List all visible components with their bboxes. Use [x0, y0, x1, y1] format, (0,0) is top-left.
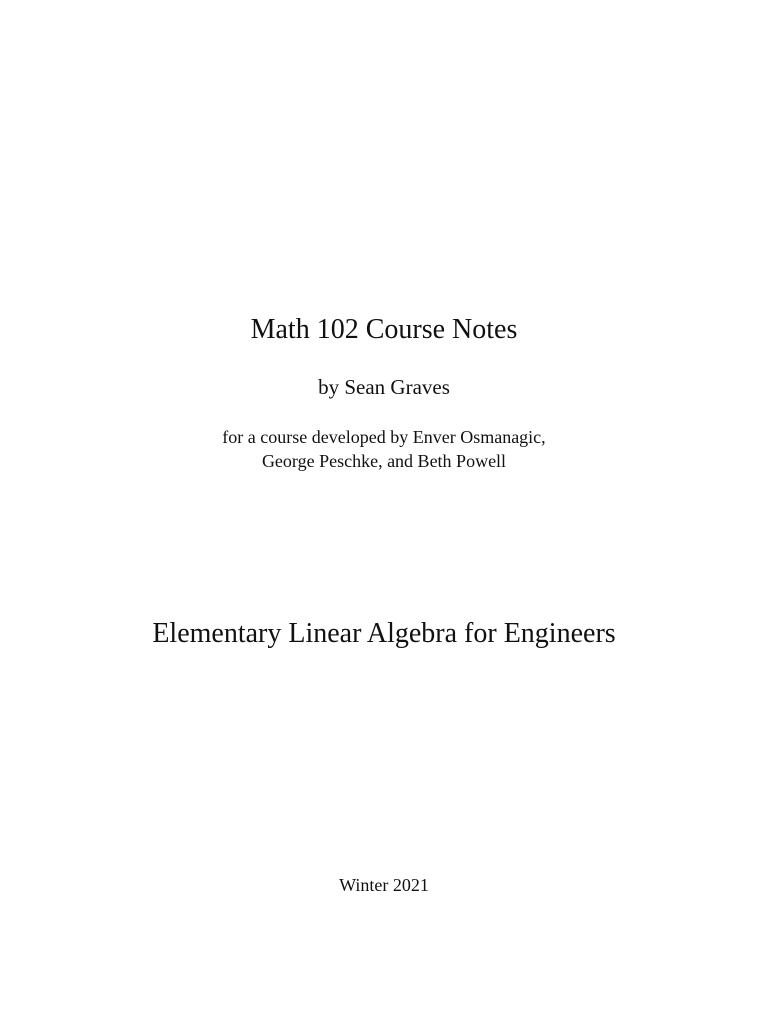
term-label: Winter 2021 [339, 875, 429, 895]
subject-title: Elementary Linear Algebra for Engineers [152, 618, 616, 649]
course-title: Math 102 Course Notes [250, 314, 518, 345]
author-line: by Sean Graves [318, 375, 450, 399]
credit-line-1: for a course developed by Enver Osmanagic, [222, 427, 546, 447]
credit-line-2: George Peschke, and Beth Powell [261, 451, 507, 471]
